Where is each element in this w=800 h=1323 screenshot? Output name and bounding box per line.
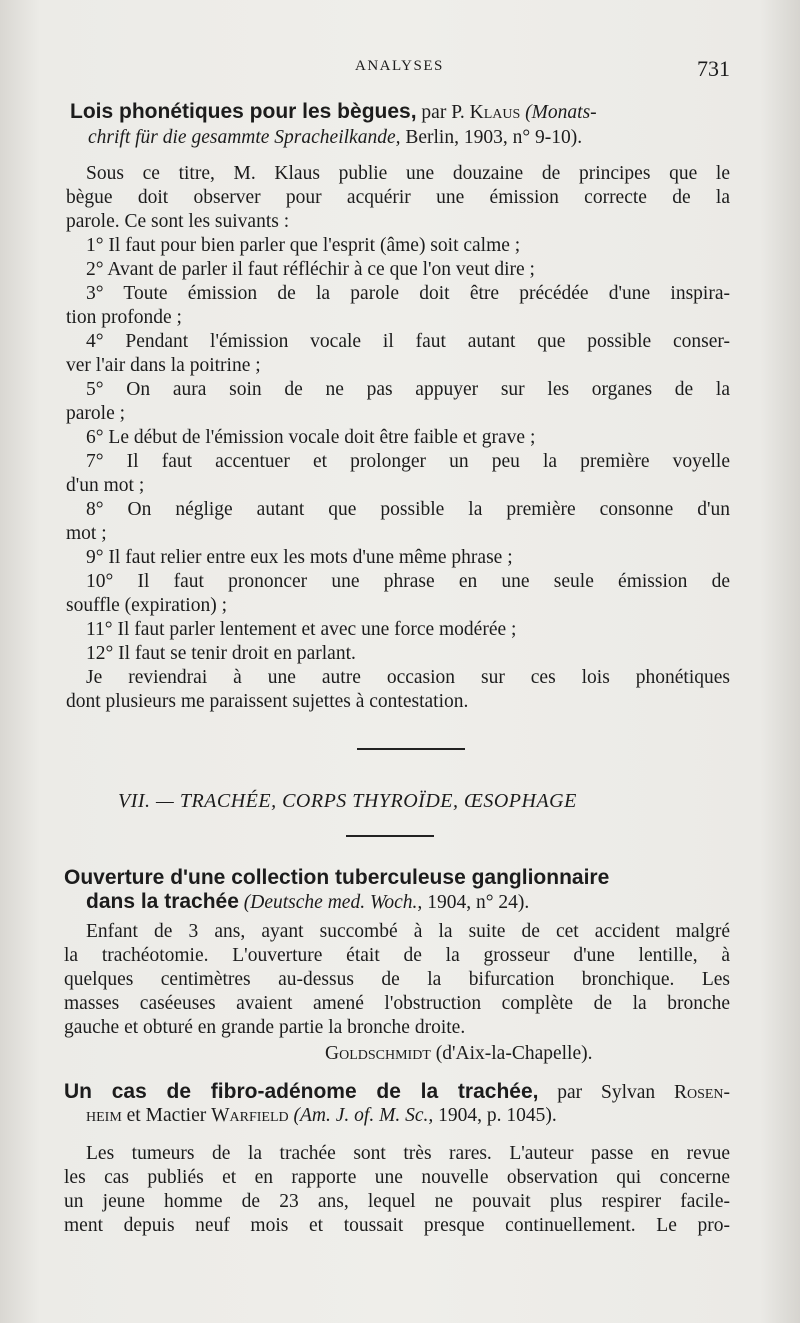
page-number: 731 <box>697 56 730 81</box>
article1-list-item: 7° Il faut accentuer et prolonger un peu la première voyelle <box>86 451 730 472</box>
article1-list-item: 6° Le début de l'émission vocale doit être faible et grave ; <box>86 427 536 448</box>
article1-heading <box>70 100 597 125</box>
article2-line: la trachéotomie. L'ouverture était de la grosseur d'une lentille, à <box>64 945 730 966</box>
article1-list-item: 11° Il faut parler lentement et avec une force modérée ; <box>86 619 517 640</box>
article1-list-item: 8° On néglige autant que possible la première consonne d'un <box>86 499 730 520</box>
article3-author1-part1: Rosen- <box>673 1082 731 1103</box>
article3-authors <box>86 1104 557 1128</box>
article1-line: Je reviendrai à une autre occasion sur ces lois phonétiques <box>86 667 730 688</box>
article1-line: souffle (expiration) ; <box>66 595 228 616</box>
article1-line: parole. Ce sont les suivants : <box>66 211 290 232</box>
article1-citation <box>88 126 582 150</box>
article3-citation-journal: (Am. J. of. M. Sc., <box>293 1105 434 1126</box>
article3-author2: Warfield <box>211 1105 289 1126</box>
article3-heading <box>64 1080 730 1105</box>
article1-line: d'un mot ; <box>66 475 145 496</box>
article3-line: les cas publiés et en rapporte une nouvelle observation qui concerne <box>64 1167 730 1188</box>
article3-author1-part2: heim <box>86 1105 122 1126</box>
article1-list-item: 10° Il faut prononcer une phrase en une seule émission de <box>86 571 730 592</box>
article2-citation-journal: (Deutsche med. Woch., <box>243 892 423 913</box>
separator-rule <box>357 748 465 750</box>
section-heading: VII. — TRACHÉE, CORPS THYROÏDE, ŒSOPHAGE <box>118 790 577 812</box>
article2-title-line2: dans la trachée <box>86 890 239 913</box>
article2-line: quelques centimètres au-dessus de la bifurcation bronchique. Les <box>64 969 730 990</box>
article1-citation-details: Berlin, 1903, n° 9-10). <box>405 127 583 148</box>
article1-line: tion profonde ; <box>66 307 182 328</box>
article1-list-item: 12° Il faut se tenir droit en parlant. <box>86 643 356 664</box>
article1-list-item: 9° Il faut relier entre eux les mots d'une même phrase ; <box>86 547 513 568</box>
article3-conjunction: et Mactier <box>126 1105 207 1126</box>
article2-signature <box>325 1042 593 1066</box>
article1-list-item: 1° Il faut pour bien parler que l'esprit (âme) soit calme ; <box>86 235 521 256</box>
article3-byline-prefix: par Sylvan <box>557 1082 656 1103</box>
running-header: ANALYSES <box>355 58 444 74</box>
article1-citation-line1: (Monats- <box>525 102 597 123</box>
separator-rule <box>346 835 434 837</box>
article3-line: Les tumeurs de la trachée sont très rares. L'auteur passe en revue <box>86 1143 730 1164</box>
article2-citation-details: 1904, n° 24). <box>427 892 530 913</box>
article1-citation-journal: chrift für die gesammte Spracheilkande, <box>88 127 401 148</box>
article3-title: Un cas de fibro-adénome de la trachée, <box>64 1080 539 1103</box>
article2-title: Ouverture d'une collection tuberculeuse ganglionnaire <box>64 866 610 889</box>
article2-line: masses caséeuses avaient amené l'obstruction complète de la bronche <box>64 993 730 1014</box>
article1-line: dont plusieurs me paraissent sujettes à contestation. <box>66 691 469 712</box>
article2-line: gauche et obturé en grande partie la bronche droite. <box>64 1017 466 1038</box>
article3-citation-details: 1904, p. 1045). <box>438 1105 557 1126</box>
article1-byline-prefix: par P. <box>421 102 465 123</box>
article1-list-item: 4° Pendant l'émission vocale il faut autant que possible conser- <box>86 331 730 352</box>
article2-heading <box>86 890 529 915</box>
article2-signature-name: Goldschmidt <box>325 1043 431 1064</box>
article2-signature-place: (d'Aix-la-Chapelle). <box>435 1043 593 1064</box>
article1-line: ver l'air dans la poitrine ; <box>66 355 261 376</box>
article1-list-item: 3° Toute émission de la parole doit être précédée d'une inspira- <box>86 283 730 304</box>
article1-author: Klaus <box>469 102 521 123</box>
article3-line: un jeune homme de 23 ans, lequel ne pouvait plus respirer facile- <box>64 1191 730 1212</box>
article1-line: bègue doit observer pour acquérir une émission correcte de la <box>66 187 730 208</box>
article3-line: ment depuis neuf mois et toussait presque continuellement. Le pro- <box>64 1215 730 1236</box>
article1-list-item: 5° On aura soin de ne pas appuyer sur les organes de la <box>86 379 730 400</box>
article1-list-item: 2° Avant de parler il faut réfléchir à ce que l'on veut dire ; <box>86 259 535 280</box>
article1-line: parole ; <box>66 403 126 424</box>
article1-title: Lois phonétiques pour les bègues, <box>70 100 417 123</box>
article1-line: Sous ce titre, M. Klaus publie une douzaine de principes que le <box>86 163 730 184</box>
article1-line: mot ; <box>66 523 107 544</box>
article2-line: Enfant de 3 ans, ayant succombé à la suite de cet accident malgré <box>86 921 730 942</box>
